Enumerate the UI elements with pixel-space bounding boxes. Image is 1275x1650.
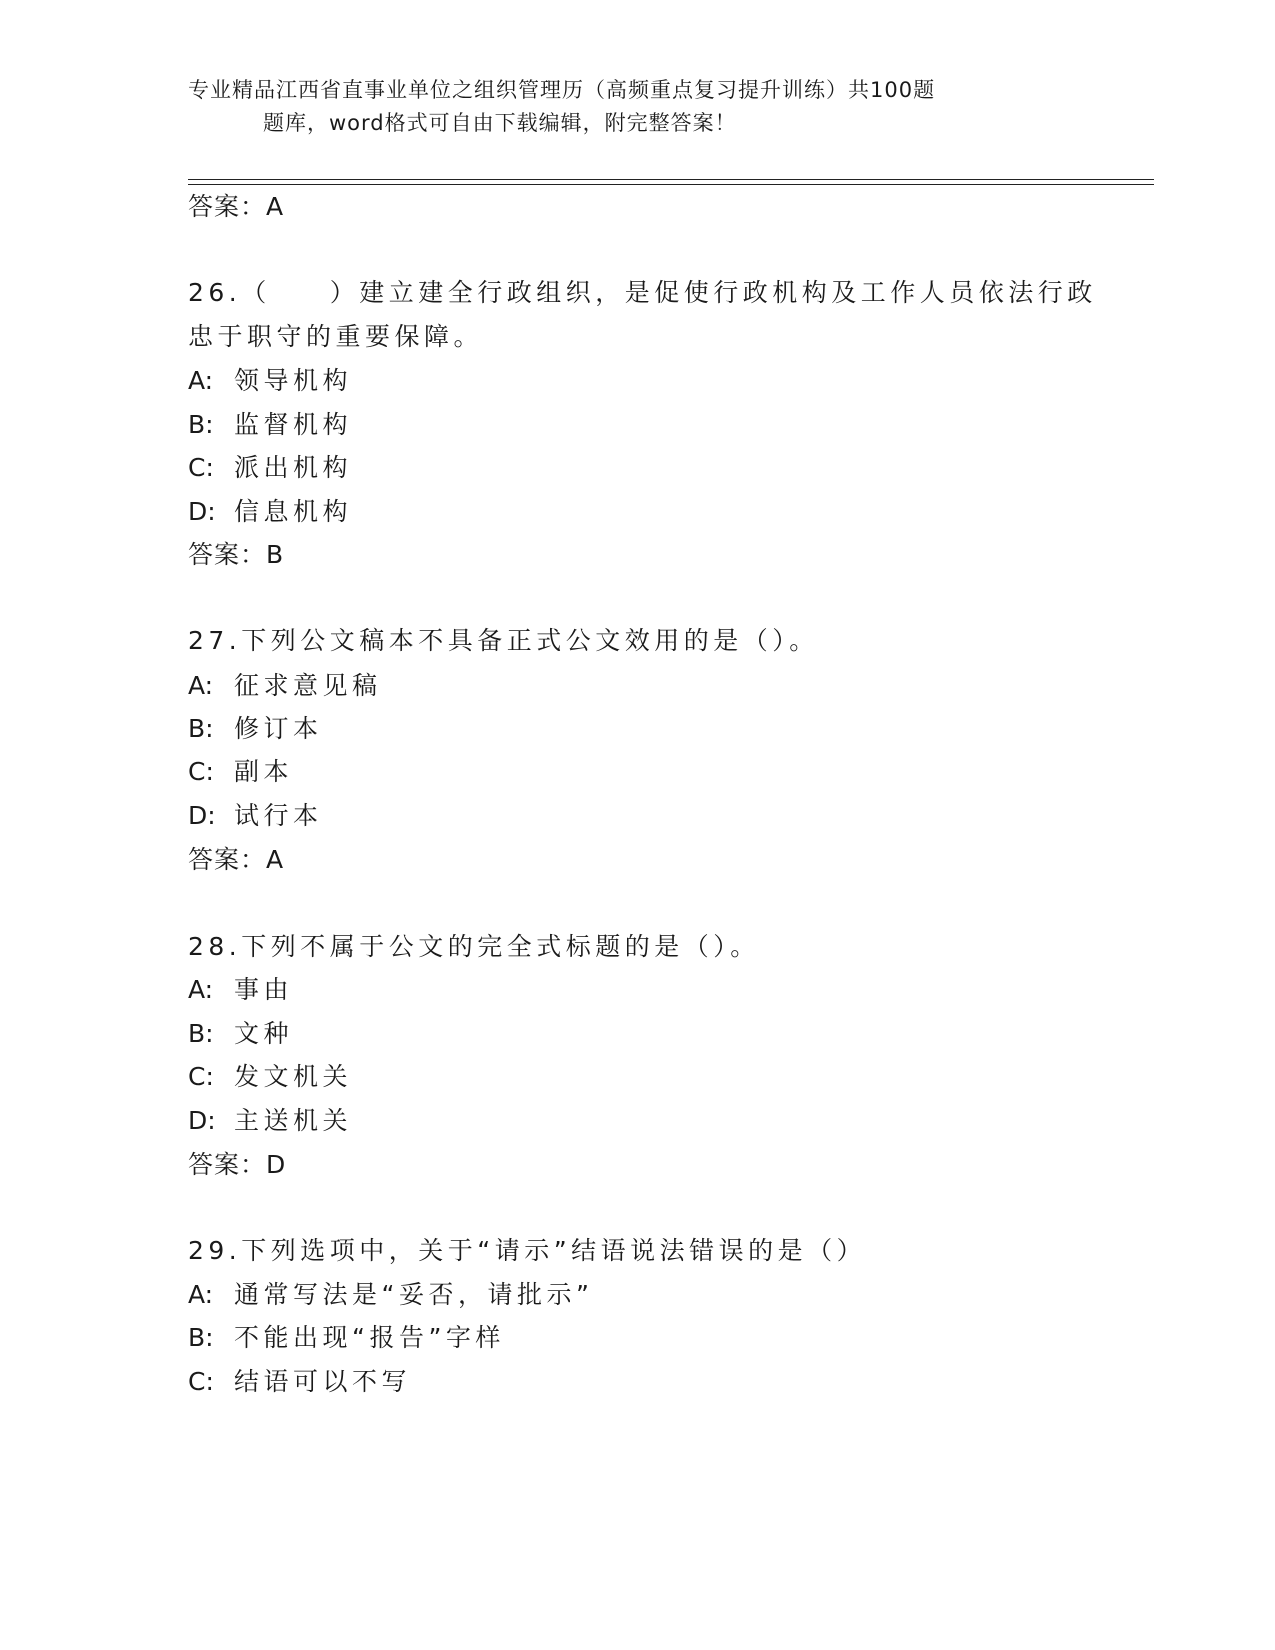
option-text: 试行本 xyxy=(234,801,323,830)
header-line-1: 专业精品江西省直事业单位之组织管理历（高频重点复习提升训练）共100题 xyxy=(188,78,936,102)
question-27-line-1: 27.下列公文稿本不具备正式公文效用的是（）。 xyxy=(188,626,819,655)
question-26-line-2: 忠于职守的重要保障。 xyxy=(188,322,484,351)
question-29-option-a xyxy=(188,1275,593,1311)
option-text: 派出机构 xyxy=(234,453,353,482)
option-text: 信息机构 xyxy=(234,497,353,526)
option-text: 主送机关 xyxy=(234,1106,353,1135)
header-line-2: 题库，word格式可自由下载编辑，附完整答案！ xyxy=(263,111,737,135)
header-rule-top xyxy=(188,179,1154,180)
question-26-option-a xyxy=(188,361,352,397)
question-26-option-d xyxy=(188,492,352,528)
question-26-option-c xyxy=(188,448,352,484)
option-letter: C: xyxy=(188,1062,214,1091)
option-letter: D: xyxy=(188,497,216,526)
option-letter: C: xyxy=(188,453,214,482)
option-letter: A: xyxy=(188,671,214,700)
option-letter: C: xyxy=(188,757,214,786)
option-text: 事由 xyxy=(234,975,294,1004)
question-29-line-1: 29.下列选项中，关于“请示”结语说法错误的是（） xyxy=(188,1236,867,1265)
document-header xyxy=(188,74,1088,140)
question-28-option-c xyxy=(188,1057,352,1093)
option-text: 通常写法是“妥否，请批示” xyxy=(234,1280,594,1309)
option-letter: A: xyxy=(188,366,214,395)
question-29-option-b xyxy=(188,1318,505,1354)
question-27-option-a xyxy=(188,666,382,702)
option-text: 征求意见稿 xyxy=(234,671,382,700)
option-letter: B: xyxy=(188,714,214,743)
option-letter: A: xyxy=(188,1280,214,1309)
question-28-option-b xyxy=(188,1014,293,1050)
option-text: 文种 xyxy=(234,1019,294,1048)
answer-25: 答案：A xyxy=(188,192,285,221)
question-27-option-c xyxy=(188,752,293,788)
option-text: 结语可以不写 xyxy=(234,1367,412,1396)
option-letter: D: xyxy=(188,801,216,830)
option-letter: A: xyxy=(188,975,214,1004)
answer-27: 答案：A xyxy=(188,845,285,874)
question-28-option-a xyxy=(188,970,293,1006)
option-text: 领导机构 xyxy=(234,366,353,395)
option-letter: B: xyxy=(188,410,214,439)
option-text: 副本 xyxy=(234,757,294,786)
question-27-option-d xyxy=(188,796,323,832)
option-letter: B: xyxy=(188,1323,214,1352)
option-text: 发文机关 xyxy=(234,1062,353,1091)
option-letter: C: xyxy=(188,1367,214,1396)
question-26-line-1: 26.（ ）建立建全行政组织，是促使行政机构及工作人员依法行政 xyxy=(188,278,1097,307)
question-29-option-c xyxy=(188,1362,411,1398)
option-text: 监督机构 xyxy=(234,410,353,439)
answer-28: 答案：D xyxy=(188,1150,287,1179)
option-letter: B: xyxy=(188,1019,214,1048)
question-28-line-1: 28.下列不属于公文的完全式标题的是（）。 xyxy=(188,932,760,961)
question-27-option-b xyxy=(188,709,323,745)
option-text: 不能出现“报告”字样 xyxy=(234,1323,505,1352)
header-rule-bottom xyxy=(188,184,1154,185)
option-letter: D: xyxy=(188,1106,216,1135)
option-text: 修订本 xyxy=(234,714,323,743)
question-26-option-b xyxy=(188,405,352,441)
answer-26: 答案：B xyxy=(188,540,285,569)
question-28-option-d xyxy=(188,1101,352,1137)
